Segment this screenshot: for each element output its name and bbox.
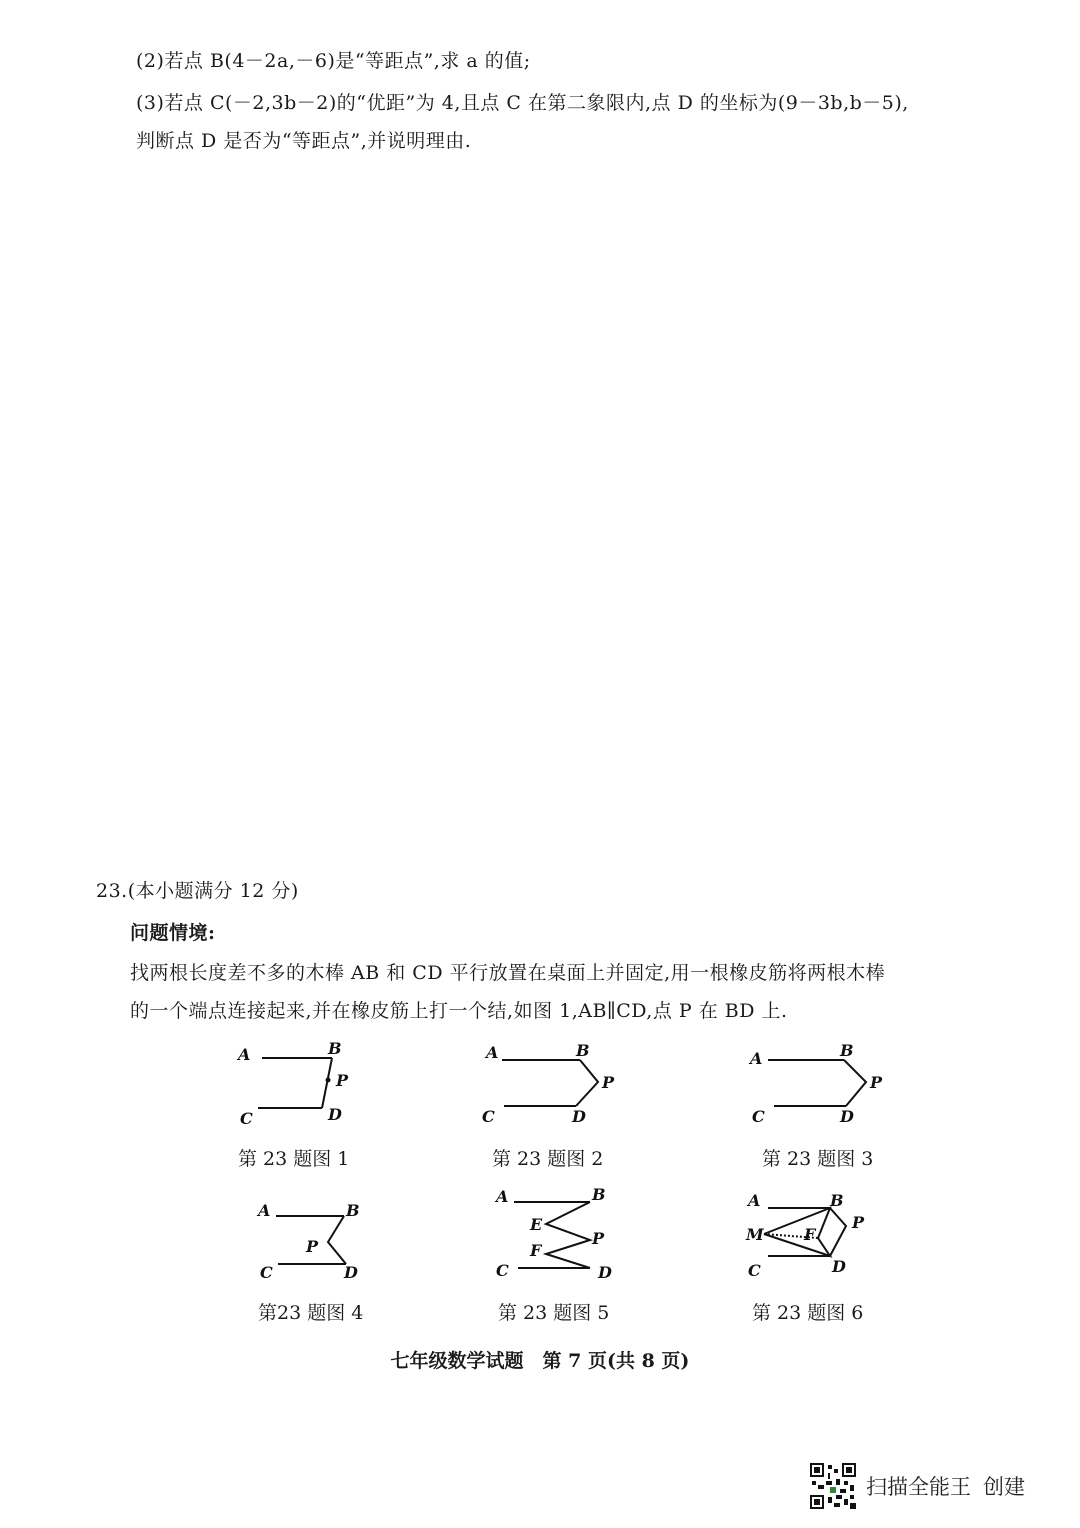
label-a: A xyxy=(750,1049,763,1068)
label-d: D xyxy=(328,1105,342,1124)
segment-bpd xyxy=(844,1060,866,1106)
figure-5-caption: 第 23 题图 5 xyxy=(498,1302,610,1324)
figure-5 xyxy=(490,1184,630,1284)
qr-code-icon xyxy=(810,1463,856,1509)
q23-header: 23.(本小题满分 12 分) xyxy=(96,880,299,902)
label-c: C xyxy=(240,1109,253,1128)
figure-3-caption: 第 23 题图 3 xyxy=(762,1148,874,1170)
label-a: A xyxy=(748,1191,761,1210)
figure-3 xyxy=(748,1036,898,1136)
segment-bpd xyxy=(576,1060,598,1106)
label-b: B xyxy=(346,1201,360,1220)
label-b: B xyxy=(576,1041,590,1060)
label-b: B xyxy=(328,1039,342,1058)
label-m: M xyxy=(746,1225,764,1244)
label-c: C xyxy=(482,1107,495,1126)
label-c: C xyxy=(752,1107,765,1126)
label-p: P xyxy=(592,1229,605,1248)
scanner-watermark xyxy=(810,1462,1025,1510)
figure-1-caption: 第 23 题图 1 xyxy=(238,1148,350,1170)
q23-context-line1: 找两根长度差不多的木棒 AB 和 CD 平行放置在桌面上并固定,用一根橡皮筋将两根木棒 xyxy=(130,962,886,984)
label-f: F xyxy=(530,1241,542,1260)
label-e: E xyxy=(530,1215,543,1234)
figure-2 xyxy=(480,1036,630,1136)
figure-1 xyxy=(230,1036,370,1136)
segment-zigzag xyxy=(546,1202,590,1268)
segment-bpd xyxy=(328,1216,346,1264)
figure-6 xyxy=(742,1186,892,1286)
q22-part2: (2)若点 B(4－2a,－6)是“等距点”,求 a 的值; xyxy=(136,50,531,72)
label-a: A xyxy=(258,1201,271,1220)
label-f: F xyxy=(804,1225,816,1244)
label-d: D xyxy=(598,1263,612,1282)
figure-2-caption: 第 23 题图 2 xyxy=(492,1148,604,1170)
label-b: B xyxy=(840,1041,854,1060)
label-b: B xyxy=(592,1185,606,1204)
segment-bd xyxy=(322,1058,332,1108)
label-c: C xyxy=(748,1261,761,1280)
segment-bpd xyxy=(830,1208,846,1256)
label-d: D xyxy=(840,1107,854,1126)
label-d: D xyxy=(832,1257,846,1276)
label-p: P xyxy=(870,1073,883,1092)
scanner-app-name: 扫描全能王 xyxy=(866,1475,971,1499)
label-p: P xyxy=(336,1071,349,1090)
figure-4 xyxy=(250,1196,390,1286)
label-p: P xyxy=(306,1237,319,1256)
q22-part3-line2: 判断点 D 是否为“等距点”,并说明理由. xyxy=(136,130,472,152)
label-a: A xyxy=(486,1043,499,1062)
segment-mbfdm xyxy=(764,1208,830,1256)
q23-context-title: 问题情境: xyxy=(130,922,216,944)
q22-part3-line1: (3)若点 C(－2,3b－2)的“优距”为 4,且点 C 在第二象限内,点 D 的坐标为(9－3b,b－5), xyxy=(136,92,909,114)
label-p: P xyxy=(852,1213,865,1232)
figure-4-caption: 第23 题图 4 xyxy=(258,1302,364,1324)
label-d: D xyxy=(344,1263,358,1282)
figure-6-caption: 第 23 题图 6 xyxy=(752,1302,864,1324)
label-p: P xyxy=(602,1073,615,1092)
q23-context-line2: 的一个端点连接起来,并在橡皮筋上打一个结,如图 1,AB∥CD,点 P 在 BD 上. xyxy=(130,1000,788,1022)
page-footer: 七年级数学试题 第 7 页(共 8 页) xyxy=(390,1350,690,1372)
label-a: A xyxy=(238,1045,251,1064)
label-c: C xyxy=(260,1263,273,1282)
label-d: D xyxy=(572,1107,586,1126)
point-p xyxy=(326,1078,331,1083)
scanner-action: 创建 xyxy=(983,1475,1025,1499)
label-b: B xyxy=(830,1191,844,1210)
label-a: A xyxy=(496,1187,509,1206)
label-c: C xyxy=(496,1261,509,1280)
